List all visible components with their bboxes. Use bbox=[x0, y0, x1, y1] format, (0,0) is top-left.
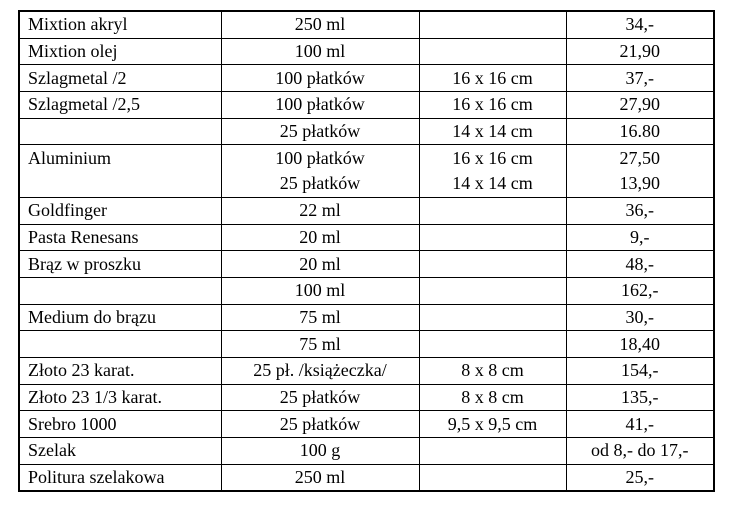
product-name-cell: Aluminium bbox=[19, 145, 221, 171]
price-cell: 9,- bbox=[566, 224, 714, 251]
size-cell: 16 x 16 cm bbox=[419, 145, 566, 171]
product-name-cell: Mixtion akryl bbox=[19, 11, 221, 38]
quantity-cell: 22 ml bbox=[221, 197, 419, 224]
price-cell: 135,- bbox=[566, 384, 714, 411]
price-cell: 21,90 bbox=[566, 38, 714, 65]
product-name-cell bbox=[19, 331, 221, 358]
quantity-cell: 25 płatków bbox=[221, 384, 419, 411]
product-name-cell: Srebro 1000 bbox=[19, 411, 221, 438]
quantity-cell: 20 ml bbox=[221, 224, 419, 251]
quantity-cell: 100 ml bbox=[221, 38, 419, 65]
table-row bbox=[19, 438, 714, 465]
price-cell: 27,90 bbox=[566, 92, 714, 119]
quantity-cell: 100 g bbox=[221, 438, 419, 465]
price-cell: 37,- bbox=[566, 65, 714, 92]
product-name-cell: Pasta Renesans bbox=[19, 224, 221, 251]
table-row bbox=[19, 357, 714, 384]
table-row bbox=[19, 118, 714, 145]
table-row bbox=[19, 224, 714, 251]
quantity-cell: 250 ml bbox=[221, 11, 419, 38]
quantity-cell: 20 ml bbox=[221, 251, 419, 278]
size-cell bbox=[419, 464, 566, 491]
size-cell bbox=[419, 251, 566, 278]
size-cell bbox=[419, 197, 566, 224]
size-cell bbox=[419, 277, 566, 304]
product-name-cell: Szelak bbox=[19, 438, 221, 465]
price-cell: 154,- bbox=[566, 357, 714, 384]
price-cell: od 8,- do 17,- bbox=[566, 438, 714, 465]
table-row bbox=[19, 38, 714, 65]
size-cell: 8 x 8 cm bbox=[419, 384, 566, 411]
product-name-cell bbox=[19, 171, 221, 197]
size-cell bbox=[419, 11, 566, 38]
table-row bbox=[19, 197, 714, 224]
size-cell bbox=[419, 331, 566, 358]
table-row bbox=[19, 11, 714, 38]
quantity-cell: 25 płatków bbox=[221, 118, 419, 145]
price-cell: 162,- bbox=[566, 277, 714, 304]
price-table-body bbox=[19, 11, 714, 491]
quantity-cell: 25 płatków bbox=[221, 171, 419, 197]
table-row bbox=[19, 384, 714, 411]
product-name-cell: Mixtion olej bbox=[19, 38, 221, 65]
quantity-cell: 25 płatków bbox=[221, 411, 419, 438]
product-name-cell bbox=[19, 118, 221, 145]
price-cell: 13,90 bbox=[566, 171, 714, 197]
quantity-cell: 100 płatków bbox=[221, 145, 419, 171]
price-cell: 25,- bbox=[566, 464, 714, 491]
quantity-cell: 100 płatków bbox=[221, 92, 419, 119]
product-name-cell: Brąz w proszku bbox=[19, 251, 221, 278]
size-cell: 14 x 14 cm bbox=[419, 171, 566, 197]
price-table bbox=[18, 10, 715, 492]
price-cell: 18,40 bbox=[566, 331, 714, 358]
product-name-cell: Goldfinger bbox=[19, 197, 221, 224]
size-cell bbox=[419, 438, 566, 465]
price-cell: 48,- bbox=[566, 251, 714, 278]
size-cell bbox=[419, 224, 566, 251]
table-row bbox=[19, 65, 714, 92]
table-row bbox=[19, 304, 714, 331]
quantity-cell: 25 pł. /książeczka/ bbox=[221, 357, 419, 384]
size-cell bbox=[419, 304, 566, 331]
price-cell: 34,- bbox=[566, 11, 714, 38]
table-row bbox=[19, 92, 714, 119]
product-name-cell: Szlagmetal /2,5 bbox=[19, 92, 221, 119]
table-row bbox=[19, 331, 714, 358]
price-cell: 27,50 bbox=[566, 145, 714, 171]
quantity-cell: 75 ml bbox=[221, 304, 419, 331]
price-cell: 30,- bbox=[566, 304, 714, 331]
product-name-cell: Medium do brązu bbox=[19, 304, 221, 331]
table-row bbox=[19, 171, 714, 197]
size-cell: 14 x 14 cm bbox=[419, 118, 566, 145]
table-row bbox=[19, 277, 714, 304]
quantity-cell: 250 ml bbox=[221, 464, 419, 491]
price-cell: 16.80 bbox=[566, 118, 714, 145]
price-cell: 36,- bbox=[566, 197, 714, 224]
quantity-cell: 100 płatków bbox=[221, 65, 419, 92]
size-cell: 8 x 8 cm bbox=[419, 357, 566, 384]
product-name-cell: Politura szelakowa bbox=[19, 464, 221, 491]
quantity-cell: 75 ml bbox=[221, 331, 419, 358]
table-row bbox=[19, 411, 714, 438]
size-cell bbox=[419, 38, 566, 65]
product-name-cell: Złoto 23 1/3 karat. bbox=[19, 384, 221, 411]
table-row bbox=[19, 145, 714, 171]
product-name-cell bbox=[19, 277, 221, 304]
table-row bbox=[19, 464, 714, 491]
size-cell: 16 x 16 cm bbox=[419, 65, 566, 92]
product-name-cell: Złoto 23 karat. bbox=[19, 357, 221, 384]
table-row bbox=[19, 251, 714, 278]
product-name-cell: Szlagmetal /2 bbox=[19, 65, 221, 92]
size-cell: 9,5 x 9,5 cm bbox=[419, 411, 566, 438]
quantity-cell: 100 ml bbox=[221, 277, 419, 304]
price-cell: 41,- bbox=[566, 411, 714, 438]
size-cell: 16 x 16 cm bbox=[419, 92, 566, 119]
